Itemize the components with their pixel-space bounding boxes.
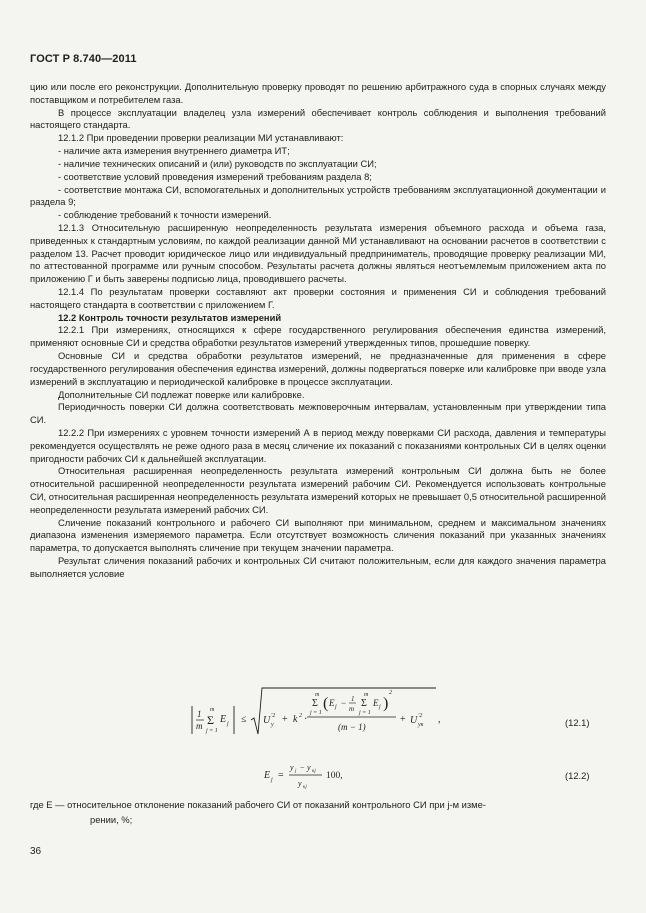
section-heading: 12.2 Контроль точности результатов измерений bbox=[58, 311, 282, 323]
e-subscript: j bbox=[227, 721, 229, 727]
list-item: - соответствие монтажа СИ, вспомогательных и дополнительных устройств требованиям эксплуатационной документации и раздела 9; bbox=[30, 183, 606, 208]
formula-12-2 bbox=[262, 758, 362, 792]
e-symbol: E bbox=[264, 770, 271, 781]
paragraph: Основные СИ и средства обработки результатов измерений, не предназначенные для применения в сфере государственного регулирования обеспечения единства измерений, должны подвергаться поверке или калибровке при вводе узла измерений в эксплуатацию и периодической калибровке в процессе эксплуатации. bbox=[30, 350, 606, 387]
y-symbol: y bbox=[307, 763, 311, 772]
fraction-numerator: 1 bbox=[197, 709, 202, 719]
u-yk-subscript: yк bbox=[418, 722, 424, 728]
le-sign: ≤ bbox=[241, 714, 247, 725]
paragraph: В процессе эксплуатации владелец узла измерений обеспечивает контроль соблюдения и выполнения требований настоящего стандарта. bbox=[30, 106, 606, 131]
paragraph: 12.2.1 При измерениях, относящихся к сфере государственного регулирования обеспечения единства измерений, применяют основные СИ и средства обработки результатов измерений утвержденных типов, прошедшие поверку. bbox=[30, 324, 606, 349]
e-subscript: j bbox=[379, 704, 381, 710]
list-item: - наличие акта измерения внутреннего диаметра ИТ; bbox=[58, 145, 290, 157]
y-subscript: кj bbox=[312, 769, 316, 774]
u-yk-symbol: U bbox=[410, 715, 418, 726]
list-item: - наличие технических описаний и (или) руководств по эксплуатации СИ; bbox=[58, 157, 377, 169]
sum-lower: j = 1 bbox=[359, 710, 371, 716]
times-100: 100, bbox=[326, 771, 343, 781]
svg-text:(: ( bbox=[323, 695, 329, 712]
body-text bbox=[30, 81, 606, 581]
dot-sign: · bbox=[304, 714, 308, 725]
paragraph: 12.1.4 По результатам проверки составляют акт проверки состояния и применения СИ и соблюдения требований настоящего стандарта в соответствии с приложением Г. bbox=[30, 286, 606, 310]
paragraph: 12.1.3 Относительную расширенную неопределенность результата измерения объемного расхода и объема газа, приведенных к стандартным условиям, по каждой реализации данной МИ устанавливают на основании расчетов в соответствии с разделом 13. Расчет проводит юридическое лицо или индивидуальный предприниматель, проводящие проверку реализации МИ, по аттестованной программе или ручным способом. Результаты расчета должны являться неотъемлемым приложением акта по приложению Г и быть заверены подписью лица, проводившего расчеты. bbox=[30, 221, 606, 285]
paragraph: цию или после его реконструкции. Дополнительную проверку проводят по решению арбитражного суда в спорных случаях между поставщиком и потребителем газа. bbox=[30, 81, 606, 105]
where-clause bbox=[30, 797, 606, 827]
e-symbol: E bbox=[373, 698, 379, 708]
list-item: - соблюдение требований к точности измерений. bbox=[58, 209, 272, 221]
formula-number: (12.2) bbox=[565, 770, 590, 781]
y-subscript: кj bbox=[303, 785, 307, 790]
where-line: рении, %; bbox=[90, 814, 133, 825]
page-number: 36 bbox=[30, 846, 42, 857]
square-superscript: 2 bbox=[389, 690, 392, 696]
y-subscript: j bbox=[295, 769, 297, 774]
k-symbol: k bbox=[293, 714, 298, 725]
equals-sign: = bbox=[278, 770, 284, 781]
e-subscript: j bbox=[335, 704, 337, 710]
fraction-numerator: 1 bbox=[351, 695, 355, 703]
where-line: где E — относительное отклонение показаний рабочего СИ от показаний контрольного СИ при j-м изме- bbox=[30, 799, 486, 810]
sum-upper: m bbox=[364, 692, 369, 698]
y-symbol: y bbox=[290, 763, 294, 772]
plus-sign: + bbox=[400, 714, 406, 725]
k-superscript: 2 bbox=[299, 713, 302, 719]
minus-sign: − bbox=[300, 763, 305, 772]
e-subscript: j bbox=[271, 777, 273, 783]
sum-sign: Σ bbox=[312, 698, 318, 709]
sum-lower: j = 1 bbox=[310, 710, 322, 716]
paragraph: Дополнительные СИ подлежат поверке или калибровке. bbox=[58, 388, 305, 400]
sum-upper: m bbox=[315, 692, 320, 698]
minus-sign: − bbox=[341, 698, 347, 708]
paragraph: Относительная расширенная неопределенность результата измерений контрольным СИ должна быть не более относительной расширенной неопределенности результата измерений рабочим СИ. Рекомендуется использовать контрольные СИ, относительная расширенная неопределенность результата измерений которых не превышает 0,5 относительной расширенной неопределенности результата измерений рабочих СИ. bbox=[30, 465, 606, 515]
standard-header: ГОСТ Р 8.740—2011 bbox=[30, 53, 137, 65]
u-y-superscript: '2 bbox=[271, 713, 276, 719]
paragraph: Результат сличения показаний рабочих и контрольных СИ считают положительным, если для каждого значения параметра выполняется условие bbox=[30, 555, 606, 579]
list-item: - соответствие условий проведения измерений требованиям раздела 8; bbox=[58, 170, 372, 182]
fraction-denominator: m bbox=[196, 721, 203, 731]
e-symbol: E bbox=[329, 698, 335, 708]
paragraph: Сличение показаний контрольного и рабочего СИ выполняют при минимальном, среднем и максимальном значениях диапазона изменения измеряемого параметра. Если отсутствует возможность сличения показаний при указанных значениях параметра, то допускается выполнять сличение при текущем значении параметра. bbox=[30, 516, 606, 554]
comma: , bbox=[438, 714, 441, 725]
paragraph: Периодичность поверки СИ должна соответствовать межповерочным интервалам, установленным при утверждении типа СИ. bbox=[30, 401, 606, 426]
denominator: (m − 1) bbox=[338, 722, 366, 732]
sum-upper: m bbox=[210, 707, 215, 713]
u-y-symbol: U bbox=[263, 715, 271, 726]
e-symbol: E bbox=[220, 714, 227, 725]
paragraph: 12.1.2 При проведении проверки реализации МИ устанавливают: bbox=[58, 132, 344, 144]
u-yk-superscript: '2 bbox=[418, 713, 423, 719]
formula-12-1 bbox=[190, 684, 450, 748]
sum-lower: j = 1 bbox=[206, 728, 218, 734]
fraction-denominator: m bbox=[349, 705, 355, 713]
sum-sign: Σ bbox=[361, 698, 367, 709]
sum-sign: Σ bbox=[207, 713, 214, 727]
formula-number: (12.1) bbox=[565, 717, 590, 728]
y-symbol: y bbox=[298, 779, 302, 788]
plus-sign: + bbox=[282, 714, 288, 725]
svg-text:): ) bbox=[383, 695, 389, 712]
u-y-subscript: y bbox=[271, 722, 274, 728]
paragraph: 12.2.2 При измерениях с уровнем точности измерений А в период между поверками СИ расхода, давления и температуры рекомендуется осуществлять не реже одного раза в месяц сличение их показаний с показаниями контрольных СИ в целях оценки пригодности рабочих СИ к дальнейшей эксплуатации. bbox=[30, 426, 606, 464]
